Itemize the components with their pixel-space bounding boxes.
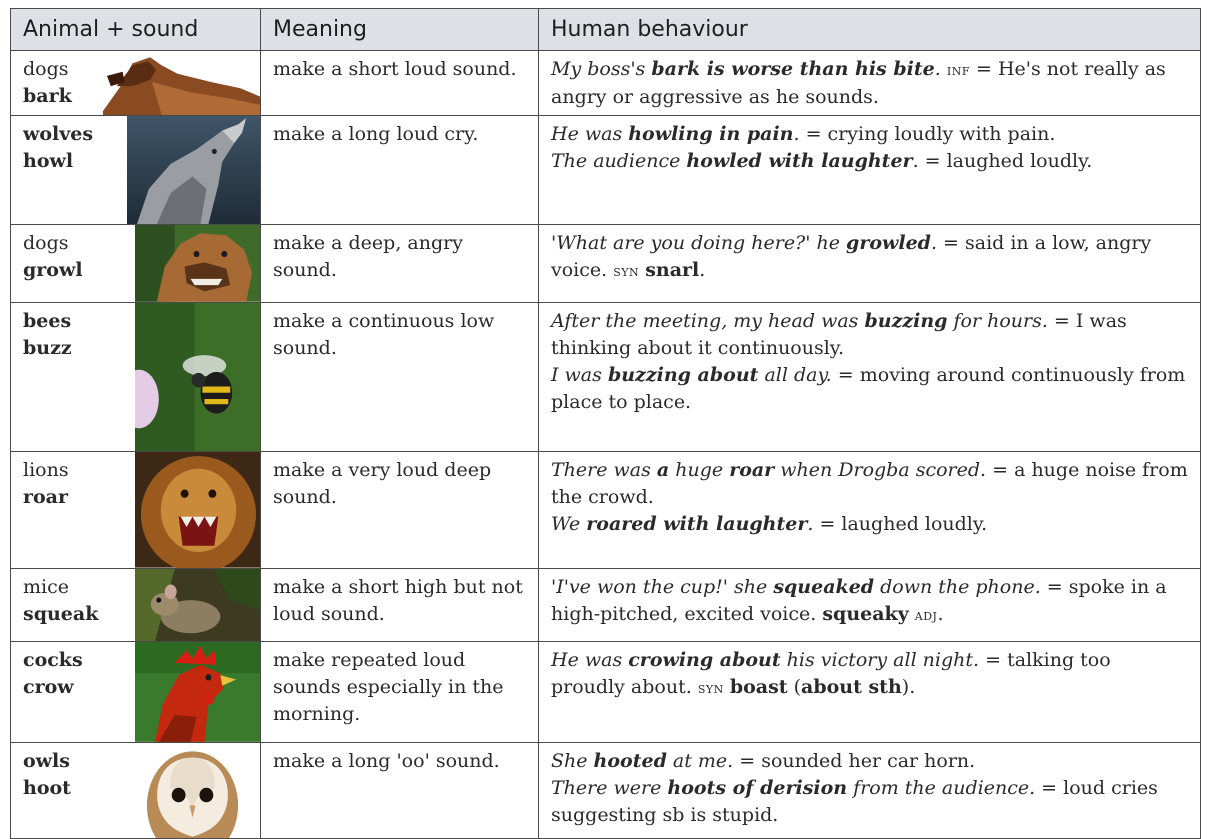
example-line <box>551 308 1190 362</box>
animal-cell <box>11 225 261 303</box>
human-behaviour-cell <box>539 303 1201 452</box>
example-line <box>551 748 1190 775</box>
text-segment: . <box>934 58 941 80</box>
animal-name: dogs <box>23 58 69 80</box>
text-segment: all day. <box>758 364 832 387</box>
animal-cell <box>11 568 261 642</box>
text-segment: = a huge noise from the crowd. <box>551 459 1188 509</box>
example-line <box>551 647 1190 702</box>
usage-label: inf <box>946 61 970 79</box>
key-phrase: bark is worse than his bite <box>651 58 935 80</box>
table-row <box>11 568 1201 642</box>
meaning-cell: make a long 'oo' sound. <box>261 743 539 839</box>
key-phrase: buzzing about <box>607 364 759 387</box>
header-meaning: Meaning <box>261 9 539 51</box>
text-segment: 'I've won the cup!' she <box>551 575 774 598</box>
animal-name: owls <box>23 750 70 773</box>
text-segment: He was <box>551 649 629 672</box>
animal-name: dogs <box>23 232 69 255</box>
text-segment: I was <box>551 364 608 387</box>
text-segment: 'What are you doing here?' he <box>551 232 847 255</box>
text-segment: from the audience. <box>847 777 1036 800</box>
text-segment: = loud cries suggesting sb is stupid. <box>551 777 1158 827</box>
key-phrase: squeaked <box>773 575 875 598</box>
table-row <box>11 303 1201 452</box>
table-row <box>11 452 1201 569</box>
text-segment: . <box>930 232 937 255</box>
vocabulary-table <box>10 8 1201 839</box>
text-segment: = said in a low, angry voice. <box>551 232 1152 282</box>
meaning-cell: make repeated loud sounds especially in the morning. <box>261 642 539 743</box>
example-line <box>551 511 1190 538</box>
text-segment: at me. <box>666 750 734 773</box>
key-phrase: howled with laughter <box>686 150 913 173</box>
example-line <box>551 574 1190 629</box>
table-row <box>11 743 1201 839</box>
text-segment: ). <box>901 676 916 699</box>
text-segment: huge <box>669 459 730 482</box>
example-line <box>551 148 1190 175</box>
text-segment: There were <box>551 777 668 800</box>
animal-name: lions <box>23 459 69 482</box>
text-segment: about sth <box>801 676 902 699</box>
text-segment: After the meeting, my head was <box>551 310 865 333</box>
table-row <box>11 642 1201 743</box>
animal-cell <box>11 642 261 743</box>
text-segment: = sounded her car horn. <box>733 750 976 773</box>
text-segment: squeaky <box>822 602 909 625</box>
text-segment: = He's not really as angry or aggressive as he sounds. <box>551 58 1166 108</box>
meaning-cell: make a very loud deep sound. <box>261 452 539 569</box>
text-segment: There was <box>551 459 657 482</box>
usage-label: adj <box>914 605 938 624</box>
sound-name: crow <box>23 676 74 699</box>
meaning-cell: make a long loud cry. <box>261 116 539 225</box>
animal-cell <box>11 303 261 452</box>
text-segment: = laughed loudly. <box>918 150 1093 173</box>
text-segment: = talking too proudly about. <box>551 649 1111 699</box>
table-row <box>11 51 1201 116</box>
usage-label: syn <box>697 679 724 698</box>
key-phrase: roared with laughter <box>586 513 808 536</box>
animal-cell <box>11 51 261 116</box>
human-behaviour-cell <box>539 743 1201 839</box>
header-row <box>11 9 1201 51</box>
key-phrase: a <box>656 459 670 482</box>
meaning-cell: make a continuous low sound. <box>261 303 539 452</box>
text-segment: snarl <box>645 259 700 282</box>
sound-name: buzz <box>23 337 72 360</box>
usage-label: syn <box>613 262 640 281</box>
human-behaviour-cell <box>539 51 1201 116</box>
text-segment: = spoke in a high-pitched, excited voice. <box>551 575 1167 625</box>
human-behaviour-cell <box>539 642 1201 743</box>
key-phrase: growled <box>846 232 931 255</box>
human-behaviour-cell <box>539 225 1201 303</box>
table-row <box>11 116 1201 225</box>
header-animal-sound: Animal + sound <box>11 9 261 51</box>
text-segment: He was <box>551 123 629 146</box>
text-segment: = I was thinking about it continuously. <box>551 310 1127 360</box>
key-phrase: hoots of derision <box>667 777 848 800</box>
key-phrase: crowing about <box>628 649 781 672</box>
animal-name: wolves <box>23 123 94 146</box>
text-segment: She <box>551 750 594 773</box>
animal-cell <box>11 452 261 569</box>
example-line <box>551 457 1190 511</box>
meaning-cell: make a short high but not loud sound. <box>261 568 539 642</box>
example-line <box>551 121 1190 148</box>
text-segment: his victory all night. <box>780 649 980 672</box>
animal-cell <box>11 116 261 225</box>
example-line <box>551 775 1190 829</box>
text-segment: The audience <box>551 150 687 173</box>
text-segment: My boss's <box>551 58 652 80</box>
text-segment: . <box>807 513 814 536</box>
animal-name: cocks <box>23 649 83 672</box>
example-line <box>551 230 1190 285</box>
text-segment: = moving around continuously from place to place. <box>551 364 1186 414</box>
text-segment: . <box>699 259 706 282</box>
text-segment: We <box>551 513 587 536</box>
key-phrase: hooted <box>593 750 667 773</box>
animal-cell <box>11 743 261 839</box>
sound-name: squeak <box>23 602 99 625</box>
text-segment: ( <box>787 676 802 699</box>
text-segment: . <box>912 150 919 173</box>
text-segment: boast <box>729 676 788 699</box>
text-segment: down the phone. <box>874 575 1041 598</box>
sound-name: growl <box>23 259 83 282</box>
header-human-behaviour: Human behaviour <box>539 9 1201 51</box>
human-behaviour-cell <box>539 568 1201 642</box>
sound-name: howl <box>23 150 74 173</box>
text-segment: = laughed loudly. <box>813 513 988 536</box>
human-behaviour-cell <box>539 116 1201 225</box>
key-phrase: howling in pain <box>628 123 794 146</box>
text-segment: . <box>937 602 944 625</box>
animal-name: mice <box>23 575 69 598</box>
key-phrase: buzzing <box>864 310 948 333</box>
sound-name: bark <box>23 85 72 107</box>
text-segment: . <box>793 123 800 146</box>
text-segment: = crying loudly with pain. <box>799 123 1056 146</box>
animal-name: bees <box>23 310 72 333</box>
example-line <box>551 362 1190 416</box>
sound-name: hoot <box>23 777 71 800</box>
example-line <box>551 56 1190 111</box>
table-row <box>11 225 1201 303</box>
human-behaviour-cell <box>539 452 1201 569</box>
meaning-cell: make a short loud sound. <box>261 51 539 116</box>
text-segment: when Drogba scored. <box>774 459 987 482</box>
sound-name: roar <box>23 486 69 509</box>
meaning-cell: make a deep, angry sound. <box>261 225 539 303</box>
key-phrase: roar <box>729 459 775 482</box>
text-segment: for hours. <box>947 310 1048 333</box>
